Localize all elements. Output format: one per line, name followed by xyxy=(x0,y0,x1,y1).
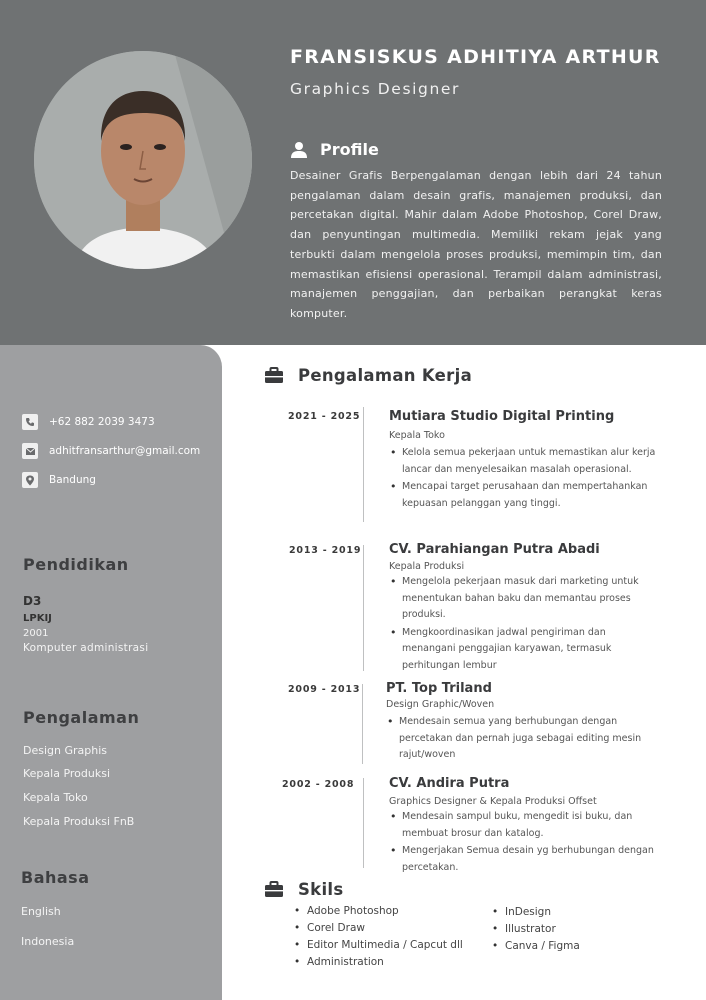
timeline-line xyxy=(363,778,364,868)
job-duties xyxy=(389,574,659,675)
skill-item: • Administration xyxy=(293,954,463,971)
job-duty: • Mendesain semua yang berhubungan dengan percetakan dan pernah juga sebagai editing mesin rajut/woven xyxy=(386,714,671,764)
experience-summary-item: Kepala Toko xyxy=(23,791,88,804)
job-duty: • Mengkoordinasikan jadwal pengiriman dan menangani penggajian karyawan, termasuk perhitungan lembur xyxy=(389,625,659,675)
profile-heading-label: Profile xyxy=(320,140,379,159)
profile-heading xyxy=(290,140,379,159)
education-institution: LPKIJ xyxy=(23,613,52,624)
job-company: CV. Parahiangan Putra Abadi xyxy=(389,542,600,557)
education-heading: Pendidikan xyxy=(23,555,129,574)
profile-summary: Desainer Grafis Berpengalaman dengan lebih dari 24 tahun pengalaman dalam desain grafis, manajemen produksi, dan percetakan digital. Mahir dalam Adobe Photoshop, Corel Draw, dan penyuntingan multimedia. Memiliki rekam jejak yang terbukti dalam mengelola proses produksi, memimpin tim, dan memastikan efisiensi operasional. Terampil dalam administrasi, manajemen penggajian, dan perbaikan perangkat keras komputer. xyxy=(290,169,662,320)
job-duty: • Mendesain sampul buku, mengedit isi buku, dan membuat brosur dan katalog. xyxy=(389,809,674,842)
phone-number[interactable]: +62 882 2039 3473 xyxy=(49,416,155,428)
experience-summary-item: Kepala Produksi FnB xyxy=(23,815,135,828)
candidate-name: FRANSISKUS ADHITIYA ARTHUR xyxy=(290,46,661,68)
languages-heading: Bahasa xyxy=(21,868,90,887)
contact-location xyxy=(22,472,96,488)
briefcase-icon xyxy=(264,367,284,384)
job-company: PT. Top Triland xyxy=(386,681,492,696)
job-period: 2013 - 2019 xyxy=(289,545,362,556)
job-position: Kepala Toko xyxy=(389,430,445,441)
skills-heading xyxy=(264,880,344,899)
job-company: Mutiara Studio Digital Printing xyxy=(389,409,615,424)
job-duties xyxy=(389,445,674,513)
timeline-line xyxy=(362,684,363,764)
job-duty: • Mengerjakan Semua desain yg berhubungan dengan percetakan. xyxy=(389,843,674,876)
phone-icon xyxy=(22,414,38,430)
job-duties xyxy=(386,714,671,765)
profile-photo xyxy=(34,51,252,269)
timeline-line xyxy=(363,407,364,522)
email-address[interactable]: adhitfransarthur@gmail.com xyxy=(49,445,201,457)
contact-email xyxy=(22,443,200,459)
work-experience-heading-label: Pengalaman Kerja xyxy=(298,366,472,385)
experience-summary-heading: Pengalaman xyxy=(23,708,140,727)
job-duty: • Mencapai target perusahaan dan mempertahankan kepuasan pelanggan yang tinggi. xyxy=(389,479,674,512)
skill-item: • Canva / Figma xyxy=(491,938,580,955)
skills-heading-label: Skils xyxy=(298,880,344,899)
briefcase-icon xyxy=(264,881,284,898)
experience-summary-item: Kepala Produksi xyxy=(23,767,111,780)
job-position: Design Graphic/Woven xyxy=(386,699,495,710)
job-duty: • Mengelola pekerjaan masuk dari marketing untuk menentukan bahan baku dan memantau proses produksi. xyxy=(389,574,659,624)
skill-item: • Corel Draw xyxy=(293,920,463,937)
education-major: Komputer administrasi xyxy=(23,642,149,654)
education-year: 2001 xyxy=(23,628,49,639)
user-icon xyxy=(290,141,308,159)
language-item: Indonesia xyxy=(21,935,75,948)
map-pin-icon xyxy=(22,472,38,488)
language-item: English xyxy=(21,905,61,918)
education-degree: D3 xyxy=(23,594,42,608)
skill-item: • Editor Multimedia / Capcut dll xyxy=(293,937,463,954)
job-period: 2021 - 2025 xyxy=(288,411,361,422)
job-duty: • Kelola semua pekerjaan untuk memastikan alur kerja lancar dan menyelesaikan masalah operasional. xyxy=(389,445,674,478)
job-position: Kepala Produksi xyxy=(389,561,465,572)
job-position: Graphics Designer & Kepala Produksi Offset xyxy=(389,796,597,807)
work-experience-heading xyxy=(264,366,472,385)
skills-list-left xyxy=(293,903,463,971)
skill-item: • Adobe Photoshop xyxy=(293,903,463,920)
job-duties xyxy=(389,809,674,877)
timeline-line xyxy=(363,545,364,671)
skill-item: • InDesign xyxy=(491,904,580,921)
mail-icon xyxy=(22,443,38,459)
location: Bandung xyxy=(49,474,96,486)
skill-item: • Illustrator xyxy=(491,921,580,938)
experience-summary-item: Design Graphis xyxy=(23,744,108,757)
job-period: 2009 - 2013 xyxy=(288,684,361,695)
candidate-title: Graphics Designer xyxy=(290,80,460,98)
skills-list-right xyxy=(491,904,580,955)
contact-phone xyxy=(22,414,155,430)
job-company: CV. Andira Putra xyxy=(389,776,510,791)
job-period: 2002 - 2008 xyxy=(282,779,355,790)
